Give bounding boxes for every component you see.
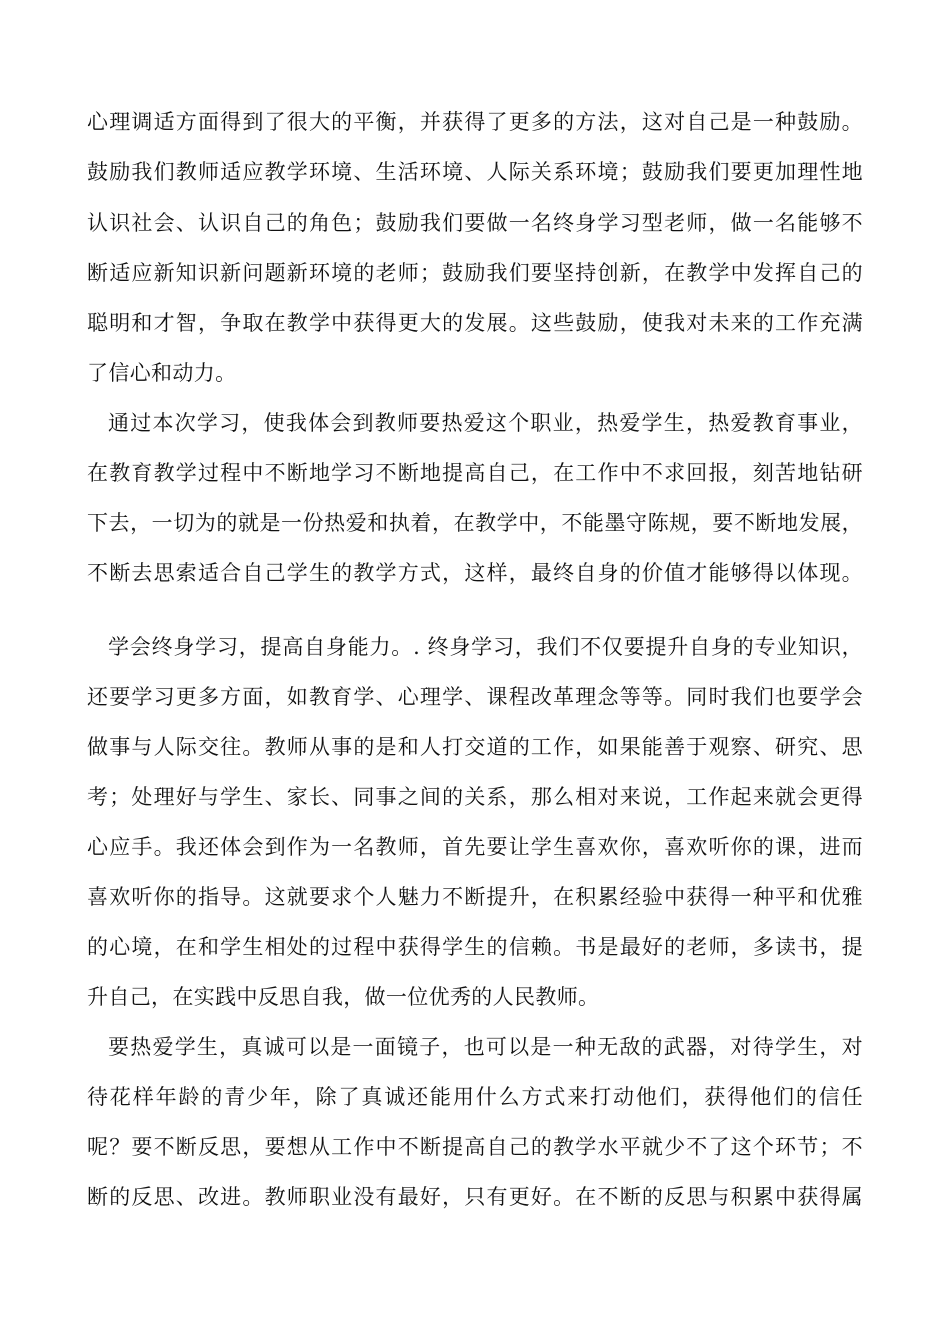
text-line-7: 通过本次学习，使我体会到教师要热爱这个职业，热爱学生，热爱教育事业， <box>108 411 863 435</box>
text-line-18: 升自己，在实践中反思自我，做一位优秀的人民教师。 <box>87 985 600 1009</box>
text-line-17: 的心境，在和学生相处的过程中获得学生的信赖。书是最好的老师，多读书，提 <box>87 935 863 959</box>
text-line-14: 考；处理好与学生、家长、同事之间的关系，那么相对来说，工作起来就会更得 <box>87 785 863 809</box>
text-line-12: 还要学习更多方面，如教育学、心理学、课程改革理念等等。同时我们也要学会 <box>87 685 863 709</box>
text-line-4: 断适应新知识新问题新环境的老师；鼓励我们要坚持创新，在教学中发挥自己的 <box>87 261 863 285</box>
text-line-15: 心应手。我还体会到作为一名教师，首先要让学生喜欢你，喜欢听你的课，进而 <box>87 835 863 859</box>
text-line-21: 呢？要不断反思，要想从工作中不断提高自己的教学水平就少不了这个环节；不 <box>87 1135 863 1159</box>
text-line-11: 学会终身学习，提高自身能力。. 终身学习，我们不仅要提升自身的专业知识， <box>108 635 863 659</box>
text-line-6: 了信心和动力。 <box>87 361 237 385</box>
text-line-3: 认识社会、认识自己的角色；鼓励我们要做一名终身学习型老师，做一名能够不 <box>87 211 863 235</box>
text-line-10: 不断去思索适合自己学生的教学方式，这样，最终自身的价值才能够得以体现。 <box>87 561 863 585</box>
text-line-1: 心理调适方面得到了很大的平衡，并获得了更多的方法，这对自己是一种鼓励。 <box>87 110 863 134</box>
text-line-16: 喜欢听你的指导。这就要求个人魅力不断提升，在积累经验中获得一种平和优雅 <box>87 885 863 909</box>
text-line-19: 要热爱学生，真诚可以是一面镜子，也可以是一种无敌的武器，对待学生，对 <box>108 1035 863 1059</box>
text-line-13: 做事与人际交往。教师从事的是和人打交道的工作，如果能善于观察、研究、思 <box>87 735 863 759</box>
text-line-5: 聪明和才智，争取在教学中获得更大的发展。这些鼓励，使我对未来的工作充满 <box>87 311 863 335</box>
text-line-8: 在教育教学过程中不断地学习不断地提高自己，在工作中不求回报，刻苦地钻研 <box>87 461 863 485</box>
text-line-22: 断的反思、改进。教师职业没有最好，只有更好。在不断的反思与积累中获得属 <box>87 1185 863 1209</box>
text-line-20: 待花样年龄的青少年，除了真诚还能用什么方式来打动他们，获得他们的信任 <box>87 1085 863 1109</box>
text-line-2: 鼓励我们教师适应教学环境、生活环境、人际关系环境；鼓励我们要更加理性地 <box>87 160 863 184</box>
text-line-9: 下去，一切为的就是一份热爱和执着，在教学中，不能墨守陈规，要不断地发展， <box>87 511 863 535</box>
